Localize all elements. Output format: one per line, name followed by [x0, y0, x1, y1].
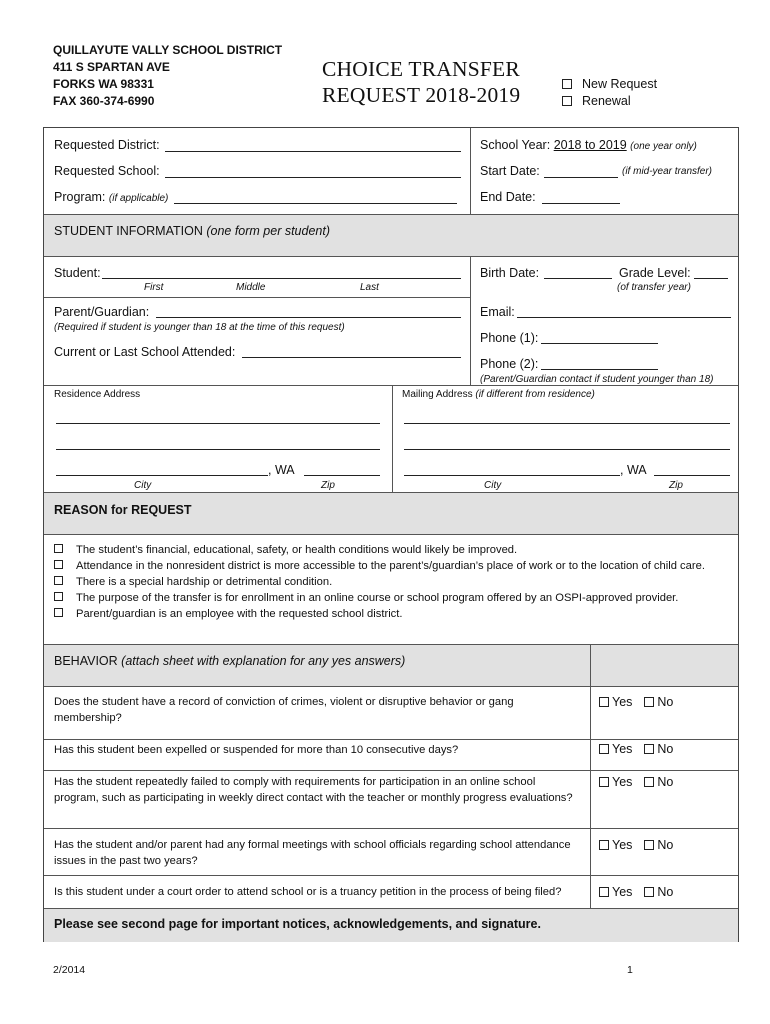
grade-level-label: Grade Level: [619, 266, 691, 280]
no-label: No [657, 742, 674, 756]
residence-city-field[interactable] [56, 475, 268, 476]
end-date-field[interactable] [542, 203, 620, 204]
checkbox-icon[interactable] [54, 576, 63, 585]
residence-state: , WA [268, 463, 295, 477]
parent-guardian-field[interactable] [156, 317, 461, 318]
page-number: 1 [627, 964, 633, 976]
renewal-option[interactable] [562, 93, 657, 110]
checkbox-icon[interactable] [54, 544, 63, 553]
residence-zip-caption: Zip [321, 480, 335, 491]
behavior-question-1: Does the student have a record of conviction of crimes, violent or disruptive behavior or gang membership? [54, 696, 514, 724]
no-checkbox-icon[interactable] [644, 887, 654, 897]
middle-name-caption: Middle [236, 282, 266, 293]
email-field[interactable] [517, 317, 731, 318]
mailing-zip-caption: Zip [669, 480, 683, 491]
school-year-row [480, 138, 697, 152]
current-school-label: Current or Last School Attended: [54, 345, 236, 359]
yes-label: Yes [612, 885, 633, 899]
district-fax: FAX 360-374-6990 [53, 94, 155, 108]
form-title-line1: CHOICE TRANSFER [322, 57, 520, 81]
start-date-label: Start Date: [480, 164, 540, 178]
behavior-answer-2 [599, 742, 673, 756]
mailing-street2-field[interactable] [404, 449, 730, 450]
no-checkbox-icon[interactable] [644, 744, 654, 754]
no-label: No [657, 695, 674, 709]
checkbox-icon[interactable] [562, 96, 572, 106]
school-year-label: School Year: [480, 138, 551, 152]
residence-street-field[interactable] [56, 423, 380, 424]
program-label: Program: [54, 190, 106, 204]
phone2-field[interactable] [541, 369, 658, 370]
behavior-answer-1 [599, 695, 673, 709]
request-type-options [562, 76, 657, 110]
parent-guardian-note: (Required if student is younger than 18 at the time of this request) [54, 322, 345, 333]
residence-zip-field[interactable] [304, 475, 380, 476]
mailing-street-field[interactable] [404, 423, 730, 424]
behavior-question-3: Has the student repeatedly failed to comply with requirements for participation in an online school program, such as participating in weekly direct contact with the teacher or monthly progress evaluations? [54, 776, 573, 804]
reason-list [54, 542, 724, 622]
reason-text: Attendance in the nonresident district is more accessible to the parent’s/guardian’s place of work or to the location of child care. [76, 560, 705, 572]
last-name-caption: Last [360, 282, 379, 293]
reason-item[interactable] [54, 542, 724, 558]
requested-school-label: Requested School: [54, 164, 160, 178]
checkbox-icon[interactable] [54, 608, 63, 617]
behavior-answer-4 [599, 838, 673, 852]
grade-level-field[interactable] [694, 278, 728, 279]
reason-text: There is a special hardship or detrimental condition. [76, 576, 333, 588]
phone-note: (Parent/Guardian contact if student younger than 18) [480, 374, 714, 385]
checkbox-icon[interactable] [562, 79, 572, 89]
start-date-field[interactable] [544, 177, 618, 178]
requested-district-label: Requested District: [54, 138, 160, 152]
reason-heading: REASON for REQUEST [54, 503, 192, 517]
phone1-label: Phone (1): [480, 331, 539, 345]
requested-district-field[interactable] [165, 151, 461, 152]
yes-checkbox-icon[interactable] [599, 840, 609, 850]
phone1-field[interactable] [541, 343, 658, 344]
program-note: (if applicable) [108, 193, 169, 204]
renewal-label: Renewal [582, 94, 631, 108]
residence-address-label: Residence Address [54, 389, 141, 400]
reason-text: The student’s financial, educational, safety, or health conditions would likely be improved. [76, 544, 518, 556]
yes-label: Yes [612, 695, 633, 709]
mailing-state: , WA [620, 463, 647, 477]
residence-street2-field[interactable] [56, 449, 380, 450]
student-label: Student: [54, 266, 101, 280]
no-label: No [657, 775, 674, 789]
district-city: FORKS WA 98331 [53, 77, 154, 91]
behavior-question-4: Has the student and/or parent had any formal meetings with school officials regarding school attendance issues in the past two years? [54, 839, 571, 867]
student-info-note: (one form per student) [206, 224, 330, 238]
behavior-note: (attach sheet with explanation for any yes answers) [121, 654, 406, 668]
mailing-city-field[interactable] [404, 475, 620, 476]
yes-checkbox-icon[interactable] [599, 887, 609, 897]
program-field[interactable] [174, 203, 457, 204]
mailing-address-note: (if different from residence) [475, 389, 595, 400]
reason-item[interactable] [54, 558, 724, 574]
behavior-heading [54, 654, 405, 668]
mailing-city-caption: City [484, 480, 502, 491]
phone2-label: Phone (2): [480, 357, 539, 371]
reason-item[interactable] [54, 574, 724, 590]
mailing-zip-field[interactable] [654, 475, 730, 476]
birth-date-field[interactable] [544, 278, 612, 279]
mailing-address-label: Mailing Address [402, 389, 473, 400]
no-checkbox-icon[interactable] [644, 777, 654, 787]
form-title [322, 56, 520, 108]
residence-city-caption: City [134, 480, 152, 491]
program-field-label [54, 190, 168, 204]
yes-label: Yes [612, 742, 633, 756]
start-date-note: (if mid-year transfer) [622, 166, 713, 177]
yes-checkbox-icon[interactable] [599, 697, 609, 707]
mailing-address-heading [402, 389, 595, 400]
yes-label: Yes [612, 838, 633, 852]
reason-item[interactable] [54, 606, 724, 622]
new-request-option[interactable] [562, 76, 657, 93]
student-info-heading [54, 224, 330, 238]
reason-text: Parent/guardian is an employee with the requested school district. [76, 608, 403, 620]
grade-level-note: (of transfer year) [617, 282, 691, 293]
end-date-label: End Date: [480, 190, 536, 204]
footer-date: 2/2014 [53, 964, 86, 976]
school-year-value: 2018 to 2019 [553, 138, 627, 152]
new-request-label: New Request [582, 77, 658, 91]
second-page-notice: Please see second page for important notices, acknowledgements, and signature. [54, 917, 541, 931]
reason-text: The purpose of the transfer is for enrollment in an online course or school program offered by an OSPI-approved provider. [76, 592, 679, 604]
no-checkbox-icon[interactable] [644, 840, 654, 850]
district-street: 411 S SPARTAN AVE [53, 60, 170, 74]
yes-label: Yes [612, 775, 633, 789]
no-label: No [657, 838, 674, 852]
form-title-line2: REQUEST 2018-2019 [322, 83, 521, 107]
current-school-field[interactable] [242, 357, 461, 358]
school-year-note: (one year only) [630, 141, 697, 152]
checkbox-icon[interactable] [54, 592, 63, 601]
behavior-answer-5 [599, 885, 673, 899]
yes-checkbox-icon[interactable] [599, 744, 609, 754]
district-name: QUILLAYUTE VALLY SCHOOL DISTRICT [53, 43, 283, 57]
behavior-title: BEHAVIOR [54, 654, 118, 668]
behavior-question-2: Has this student been expelled or suspended for more than 10 consecutive days? [54, 744, 459, 756]
yes-checkbox-icon[interactable] [599, 777, 609, 787]
district-address-block [53, 42, 282, 110]
birth-date-label: Birth Date: [480, 266, 540, 280]
checkbox-icon[interactable] [54, 560, 63, 569]
reason-item[interactable] [54, 590, 724, 606]
behavior-question-5: Is this student under a court order to attend school or is a truancy petition in the process of being filed? [54, 886, 562, 898]
no-checkbox-icon[interactable] [644, 697, 654, 707]
email-label: Email: [480, 305, 515, 319]
transfer-form [43, 127, 739, 942]
first-name-caption: First [144, 282, 164, 293]
student-info-title: STUDENT INFORMATION [54, 224, 203, 238]
behavior-answer-3 [599, 775, 673, 789]
no-label: No [657, 885, 674, 899]
student-name-field[interactable] [102, 278, 461, 279]
requested-school-field[interactable] [165, 177, 461, 178]
parent-guardian-label: Parent/Guardian: [54, 305, 150, 319]
